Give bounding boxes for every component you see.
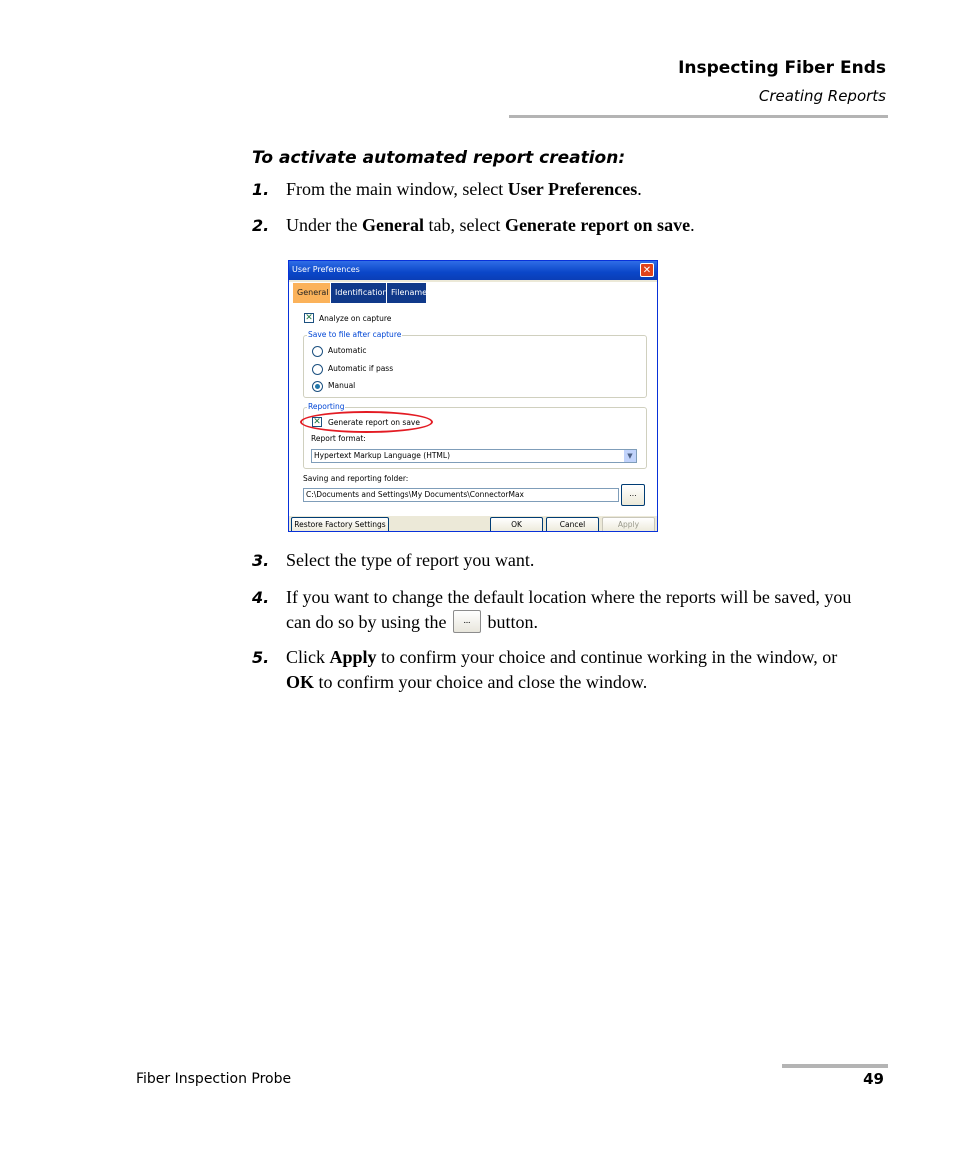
tab-identification[interactable]: Identification [331, 283, 386, 303]
radio-automatic-if-pass[interactable] [312, 364, 323, 375]
report-format-value: Hypertext Markup Language (HTML) [314, 451, 451, 460]
dialog-tabs [289, 282, 657, 303]
analyze-on-capture-label: Analyze on capture [319, 314, 392, 323]
procedure-title: To activate automated report creation: [252, 148, 626, 168]
running-header-section: Creating Reports [758, 87, 886, 105]
user-preferences-dialog [288, 260, 658, 532]
step-number: 1. [252, 180, 270, 199]
step-number: 4. [252, 588, 270, 607]
step-3-text: Select the type of report you want. [286, 550, 535, 570]
step-number: 5. [252, 648, 270, 667]
ok-button[interactable]: OK [490, 517, 543, 532]
inline-browse-button: ... [453, 610, 481, 633]
dialog-title: User Preferences [292, 265, 360, 274]
reporting-group-label: Reporting [308, 402, 345, 411]
close-icon[interactable]: ✕ [640, 263, 654, 277]
radio-automatic-label: Automatic [328, 346, 367, 355]
restore-factory-settings-button[interactable]: Restore Factory Settings [291, 517, 389, 532]
radio-manual-label: Manual [328, 381, 356, 390]
generate-report-label: Generate report on save [328, 418, 420, 427]
header-rule [509, 115, 888, 118]
chevron-down-icon[interactable]: ▼ [624, 450, 636, 462]
step-1-text: From the main window, select User Preferences. [286, 179, 642, 199]
dialog-footer [289, 516, 657, 532]
footer-doc-title: Fiber Inspection Probe [136, 1071, 292, 1087]
save-group-label: Save to file after capture [308, 330, 402, 339]
running-header-chapter: Inspecting Fiber Ends [678, 58, 886, 78]
report-format-select[interactable] [311, 449, 637, 463]
browse-button[interactable]: ... [621, 484, 645, 506]
step-2-text: Under the General tab, select Generate report on save. [286, 215, 695, 235]
highlight-ellipse [300, 411, 433, 433]
footer-rule [782, 1064, 888, 1068]
radio-manual[interactable] [312, 381, 323, 392]
folder-label: Saving and reporting folder: [303, 474, 409, 483]
step-number: 2. [252, 216, 270, 235]
step-4-text: If you want to change the default location where the reports will be saved, you can do so by using the ... button. [286, 587, 852, 632]
apply-button[interactable]: Apply [602, 517, 655, 532]
analyze-on-capture-checkbox[interactable]: ✕ [305, 313, 313, 323]
page-number: 49 [863, 1070, 884, 1088]
tab-general[interactable]: General [293, 283, 330, 303]
generate-report-checkbox[interactable]: ✕ [313, 417, 321, 427]
dialog-body [289, 303, 657, 516]
step-number: 3. [252, 551, 270, 570]
radio-automatic[interactable] [312, 346, 323, 357]
tab-filename[interactable]: Filename [387, 283, 426, 303]
dialog-titlebar [289, 261, 657, 280]
report-format-label: Report format: [311, 434, 366, 443]
cancel-button[interactable]: Cancel [546, 517, 599, 532]
radio-automatic-if-pass-label: Automatic if pass [328, 364, 394, 373]
folder-input[interactable]: C:\Documents and Settings\My Documents\ConnectorMax [303, 488, 619, 502]
step-5-text: Click Apply to confirm your choice and continue working in the window, or OK to confirm your choice and close the window. [286, 647, 838, 692]
